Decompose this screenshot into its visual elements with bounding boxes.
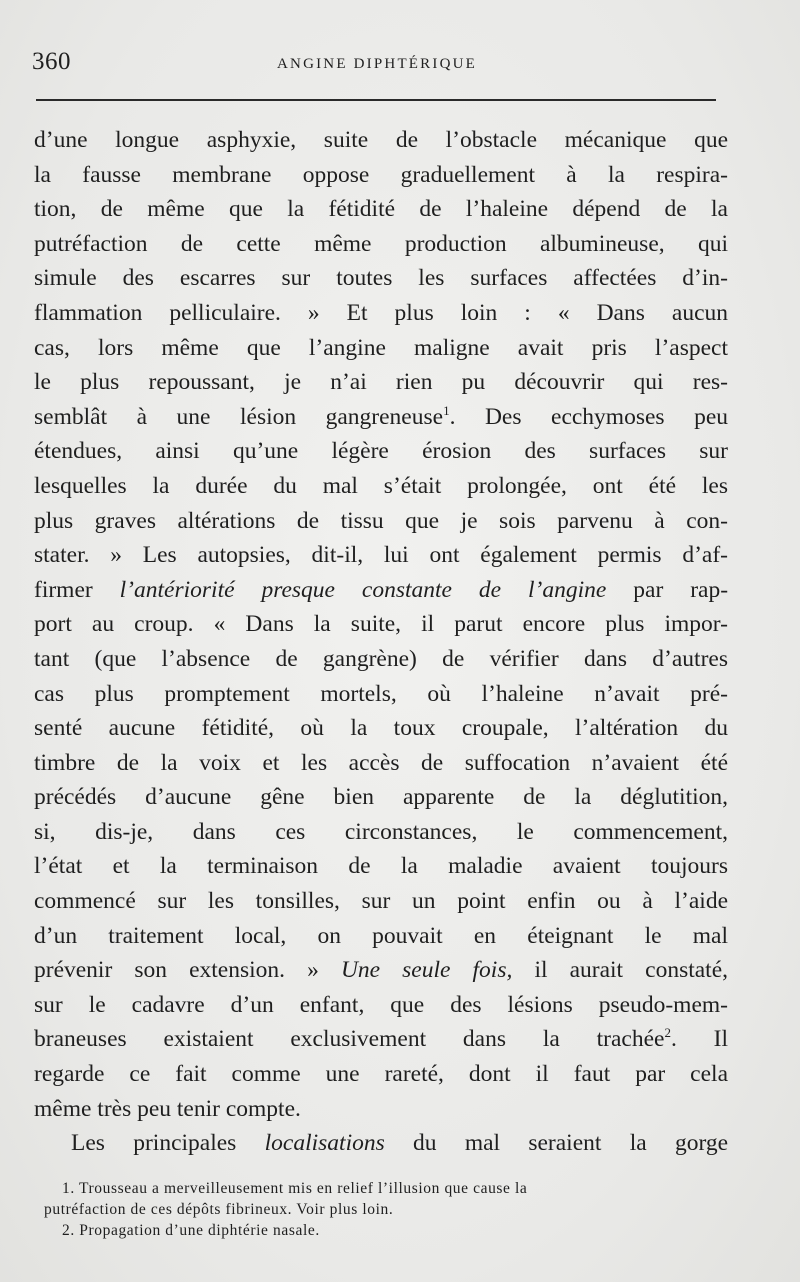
italic-phrase: Une seule fois, [340,957,513,984]
text-line: senté aucune fétidité, où la toux croupale, l’altération du [34,715,728,742]
text-segment: semblât à une lésion gangreneuse [34,403,444,430]
text-line: même très peu tenir compte. [34,1095,301,1122]
text-line: l’état et la terminaison de la maladie avaient toujours [34,853,728,880]
text-line [34,400,728,435]
body-text [34,123,728,1161]
text-segment: prévenir son extension. » [34,957,319,984]
text-line: d’une longue asphyxie, suite de l’obstacle mécanique que [34,127,728,153]
footnote-ref-1: 1 [443,402,450,418]
text-line: timbre de la voix et les accès de suffocation n’avaient été [34,749,728,776]
text-line: lesquelles la durée du mal s’était prolongée, ont été les [34,472,728,499]
text-line [34,573,728,608]
page-number: 360 [32,48,71,75]
page-header [32,46,722,82]
text-line [34,953,728,988]
text-line [34,1126,728,1161]
text-line: précédés d’aucune gêne bien apparente de la déglutition, [34,784,728,811]
footnote-ref-2: 2 [664,1025,671,1041]
text-segment: firmer [34,576,93,603]
text-line: commencé sur les tonsilles, sur un point enfin ou à l’aide [34,888,728,915]
text-segment: . Il [670,1026,728,1053]
text-line: sur le cadavre d’un enfant, que des lésions pseudo-mem- [34,991,728,1018]
italic-phrase: l’antériorité presque constante de l’angine [119,576,607,603]
text-line: le plus repoussant, je n’ai rien pu découvrir qui res- [34,369,728,396]
text-line: étendues, ainsi qu’une légère érosion des surfaces sur [34,438,728,465]
text-segment: il aurait constaté, [534,957,729,984]
text-line: cas plus promptement mortels, où l’haleine n’avait pré- [34,680,728,707]
text-segment: par rap- [633,576,729,603]
text-line: la fausse membrane oppose graduellement à la respira- [34,161,728,188]
text-line: putréfaction de cette même production albumineuse, qui [34,230,728,257]
footnote-2: 2. Propagation d’une diphtérie nasale. [62,1222,320,1239]
footnote-1-continued: putréfaction de ces dépôts fibrineux. Voir plus loin. [44,1201,394,1218]
footnote-1: 1. Trousseau a merveilleusement mis en relief l’illusion que cause la [62,1180,528,1197]
text-segment: . Des ecchymoses peu [449,403,728,430]
text-line: plus graves altérations de tissu que je sois parvenu à con- [34,507,728,534]
text-line: tion, de même que la fétidité de l’haleine dépend de la [34,196,728,223]
footnotes [44,1178,730,1241]
header-rule [36,99,716,101]
italic-phrase: localisations [264,1130,385,1157]
text-line: cas, lors même que l’angine maligne avait pris l’aspect [34,334,728,361]
text-line [34,1022,728,1057]
text-line: port au croup. « Dans la suite, il parut encore plus impor- [34,611,728,638]
text-line: si, dis-je, dans ces circonstances, le commencement, [34,818,728,845]
text-line: tant (que l’absence de gangrène) de vérifier dans d’autres [34,645,728,672]
text-segment: Les principales [71,1130,237,1157]
text-line: flammation pelliculaire. » Et plus loin : « Dans aucun [34,299,728,326]
text-segment: du mal seraient la gorge [413,1130,729,1157]
text-line: stater. » Les autopsies, dit-il, lui ont également permis d’af- [34,542,728,569]
text-line: d’un traitement local, on pouvait en éteignant le mal [34,922,728,949]
running-title: ANGINE DIPHTÉRIQUE [277,56,477,72]
text-line: simule des escarres sur toutes les surfaces affectées d’in- [34,265,728,292]
text-line: regarde ce fait comme une rareté, dont il faut par cela [34,1061,728,1088]
text-segment: braneuses existaient exclusivement dans la trachée [34,1026,665,1053]
